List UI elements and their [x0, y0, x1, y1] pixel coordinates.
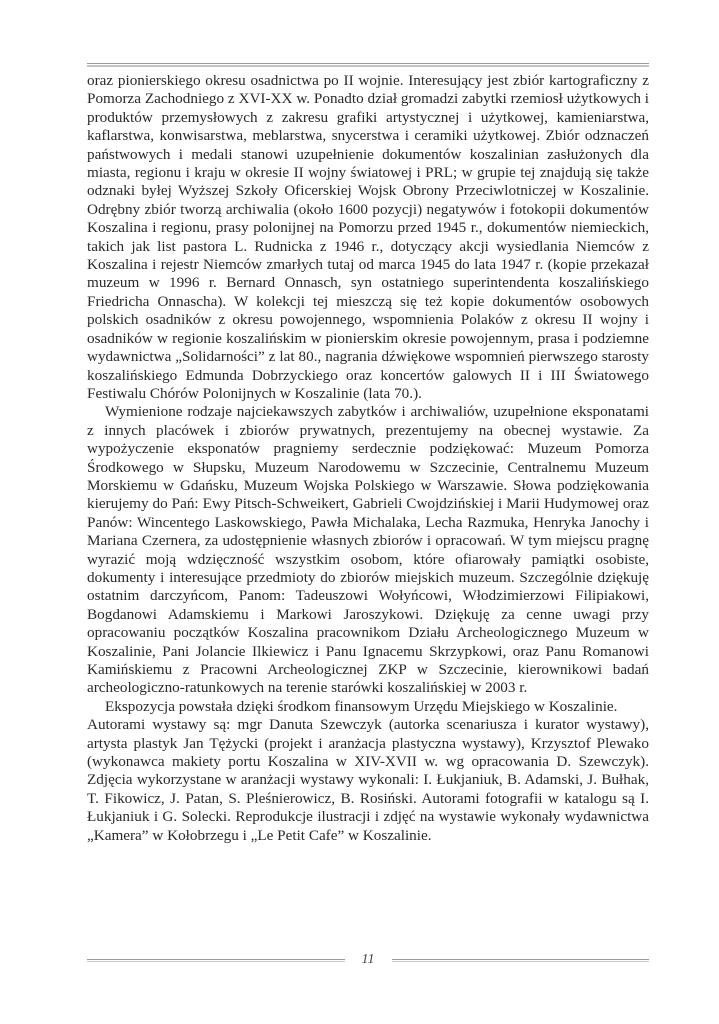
- page-number: 11: [361, 952, 375, 967]
- paragraph-authors: Autorami wystawy są: mgr Danuta Szewczyk (autorka scenariusza i kurator wystawy), artysta plastyk Jan Tężycki (projekt i aranżacja plastyczna wystawy), Krzysztof Plewako (wykonawca makiety portu Koszalina w XIV-XVII w. wg opracowania D. Szewczyk). Zdjęcia wykorzystane w aranżacji wystawy wykonali: I. Łukjaniuk, B. Adamski, J. Bułhak, T. Fikowicz, J. Patan, S. Pleśnierowicz, B. Rosiński. Autorami fotografii w katalogu są I. Łukjaniuk i G. Solecki. Reprodukcje ilustracji i zdjęć na wystawie wykonały wydawnictwa „Kamera” w Kołobrzegu i „Le Petit Cafe” w Koszalinie.: [87, 716, 649, 844]
- paragraph-acknowledgements: Wymienione rodzaje najciekawszych zabytków i archiwaliów, uzupełnione eksponatami z innych placówek i zbiorów prywatnych, prezentujemy na obecnej wystawie. Za wypożyczenie eksponatów pragniemy serdecznie podziękować: Muzeum Pomorza Środkowego w Słupsku, Muzeum Narodowemu w Szczecinie, Centralnemu Muzeum Morskiemu w Gdańsku, Muzeum Wojska Polskiego w Warszawie. Słowa podziękowania kierujemy do Pań: Ewy Pitsch-Schweikert, Gabrieli Cwojdzińskiej i Marii Hudymowej oraz Panów: Wincentego Laskowskiego, Pawła Michalaka, Lecha Razmuka, Henryka Janochy i Mariana Czernera, za udostępnienie własnych zbiorów i opracowań. W tym miejscu pragnę wyrazić moją wdzięczność wszystkim osobom, które ofiarowały pamiątki osobiste, dokumenty i interesujące przedmioty do zbiorów miejskich muzeum. Szczególnie dziękuję ostatnim darczyńcom, Panom: Tadeuszowi Wołyńcowi, Włodzimierzowi Filipiakowi, Bogdanowi Adamskiemu i Markowi Jaroszykowi. Dziękuję za cenne uwagi przy opracowaniu początków Koszalina pracownikom Działu Archeologicznego Muzeum w Koszalinie, Pani Jolancie Ilkiewicz i Panu Ignacemu Skrzypkowi, oraz Panu Romanowi Kamińskiemu z Pracowni Archeologicznej ZKP w Szczecinie, kierownikowi badań archeologiczno-ratunkowych na terenie starówki koszalińskiej w 2003 r.: [87, 403, 649, 697]
- footer-rule-right: [392, 959, 650, 962]
- page-footer: [87, 950, 649, 970]
- footer-rule-left: [87, 959, 345, 962]
- paragraph-collections: oraz pionierskiego okresu osadnictwa po II wojnie. Interesujący jest zbiór kartograficzny z Pomorza Zachodniego z XVI-XX w. Ponadto dział gromadzi zabytki rzemiosł użytkowych i produktów przemysłowych z zakresu grafiki artystycznej i użytkowej, kamieniarstwa, kaflarstwa, konwisarstwa, meblarstwa, snycerstwa i ceramiki użytkowej. Zbiór odznaczeń państwowych i medali stanowi uzupełnienie dokumentów koszalinian zasłużonych dla miasta, regionu i kraju w okresie II wojny światowej i PRL; w grupie tej znajdują się także odznaki byłej Wyższej Szkoły Oficerskiej Wojsk Obrony Przeciwlotniczej w Koszalinie. Odrębny zbiór tworzą archiwalia (około 1600 pozycji) negatywów i fotokopii dokumentów Koszalina i regionu, prasy polonijnej na Pomorzu przed 1945 r., dokumentów niemieckich, takich jak list pastora L. Rudnicka z 1946 r., dotyczący akcji wysiedlania Niemców z Koszalina i rejestr Niemców zmarłych tutaj od marca 1945 do lata 1947 r. (kopie przekazał muzeum w 1996 r. Bernard Onnasch, syn ostatniego superintendenta koszalińskiego Friedricha Onnascha). W kolekcji tej mieszczą się też kopie dokumentów osobowych polskich osadników z okresu powojennego, wspomnienia Polaków z okresu II wojny i osadników w regionie koszalińskim w pionierskim okresie powojennym, prasa i podziemne wydawnictwa „Solidarności” z lat 80., nagrania dźwiękowe wspomnień pierwszego starosty koszalińskiego Edmunda Dobrzyckiego oraz koncertów galowych II i III Światowego Festiwalu Chórów Polonijnych w Koszalinie (lata 70.).: [87, 72, 649, 402]
- header-rule: [87, 63, 649, 67]
- body-text: [87, 72, 649, 845]
- paragraph-funding: Ekspozycja powstała dzięki środkom finansowym Urzędu Miejskiego w Koszalinie.: [105, 697, 618, 715]
